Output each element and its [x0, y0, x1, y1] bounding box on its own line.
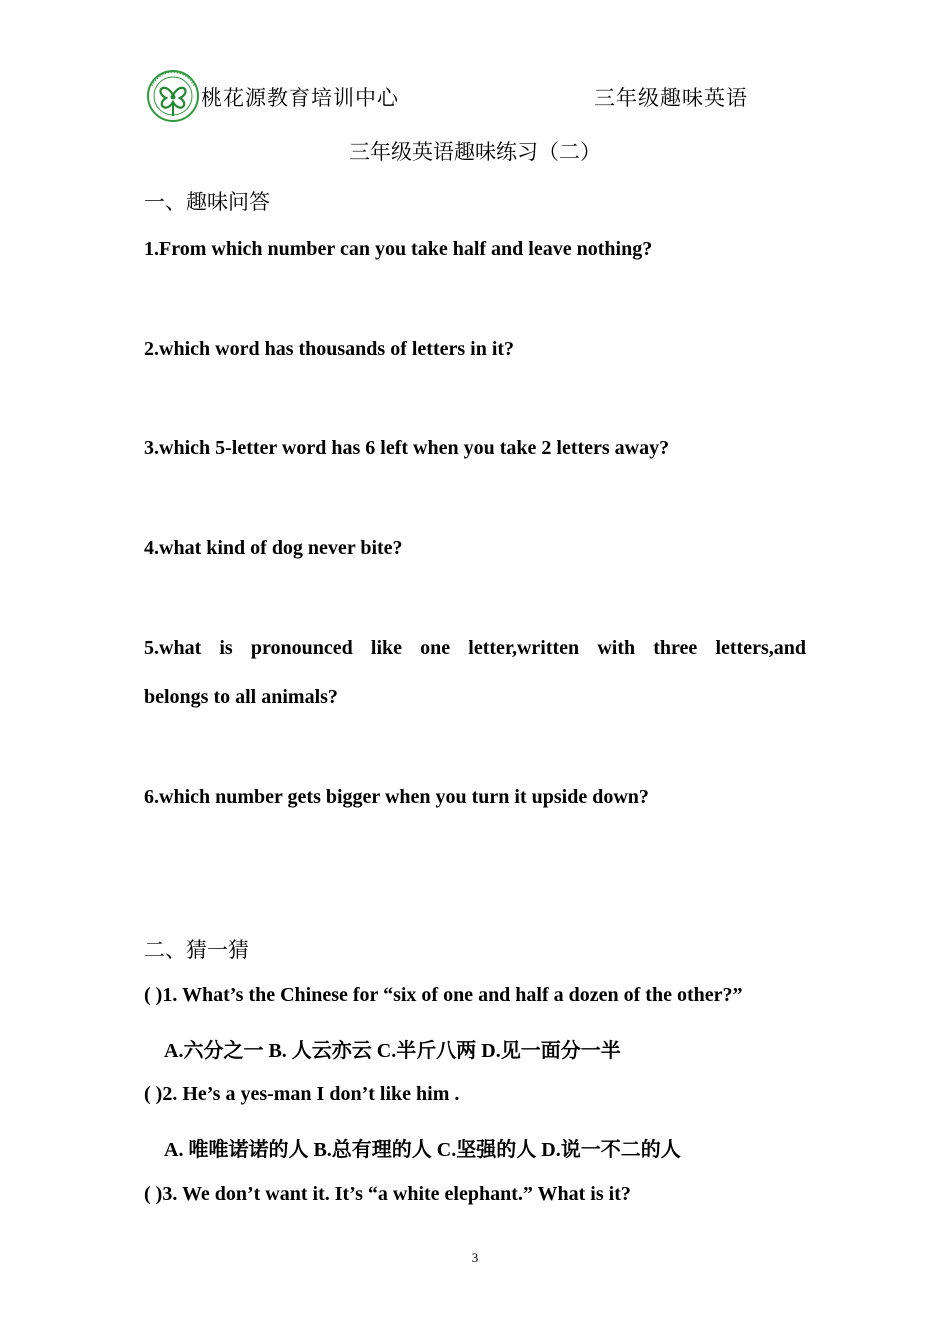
school-logo	[146, 68, 200, 124]
question-4: 4.what kind of dog never bite?	[144, 537, 403, 559]
option-key: B.	[268, 1040, 292, 1062]
question-3: 3.which 5-letter word has 6 left when you take 2 letters away?	[144, 437, 670, 459]
option-key: B.	[313, 1139, 332, 1161]
option-text: 人云亦云	[291, 1038, 372, 1062]
section2-heading: 二、猜一猜	[144, 938, 249, 962]
option-key: C.	[376, 1040, 397, 1062]
option-text: 六分之一	[183, 1038, 264, 1062]
question-6: 6.which number gets bigger when you turn it upside down?	[144, 786, 649, 808]
option-text: 说一不二的人	[560, 1137, 681, 1161]
option-text: 总有理的人	[331, 1137, 432, 1161]
option-text: 见一面分一半	[500, 1038, 621, 1062]
school-name: 桃花源教育培训中心	[201, 86, 399, 110]
page-title: 三年级英语趣味练习（二）	[349, 140, 601, 164]
option-key: A.	[164, 1139, 189, 1161]
course-name: 三年级趣味英语	[594, 86, 748, 110]
option-key: A.	[164, 1040, 184, 1062]
option-key: D.	[541, 1139, 561, 1161]
question-5-line2: belongs to all animals?	[144, 686, 338, 708]
option-key: C.	[436, 1139, 457, 1161]
question-1: 1.From which number can you take half and leave nothing?	[144, 238, 653, 260]
option-text: 半斤八两	[396, 1038, 477, 1062]
guess-question-2: ( )2. He’s a yes-man I don’t like him .	[144, 1083, 460, 1105]
guess-question-3: ( )3. We don’t want it. It’s “a white elephant.” What is it?	[144, 1183, 631, 1205]
option-key: D.	[481, 1040, 501, 1062]
page-number: 3	[471, 1250, 479, 1265]
option-text: 唯唯诺诺的人	[188, 1137, 309, 1161]
guess-options-2	[164, 1133, 681, 1162]
question-2: 2.which word has thousands of letters in it?	[144, 338, 515, 360]
section1-heading: 一、趣味问答	[144, 190, 270, 214]
option-text: 坚强的人	[456, 1137, 537, 1161]
question-5-line1: 5.what is pronounced like one letter,written with three letters,and	[144, 637, 806, 659]
guess-options-1	[164, 1034, 621, 1063]
guess-question-1: ( )1. What’s the Chinese for “six of one and half a dozen of the other?”	[144, 984, 743, 1006]
